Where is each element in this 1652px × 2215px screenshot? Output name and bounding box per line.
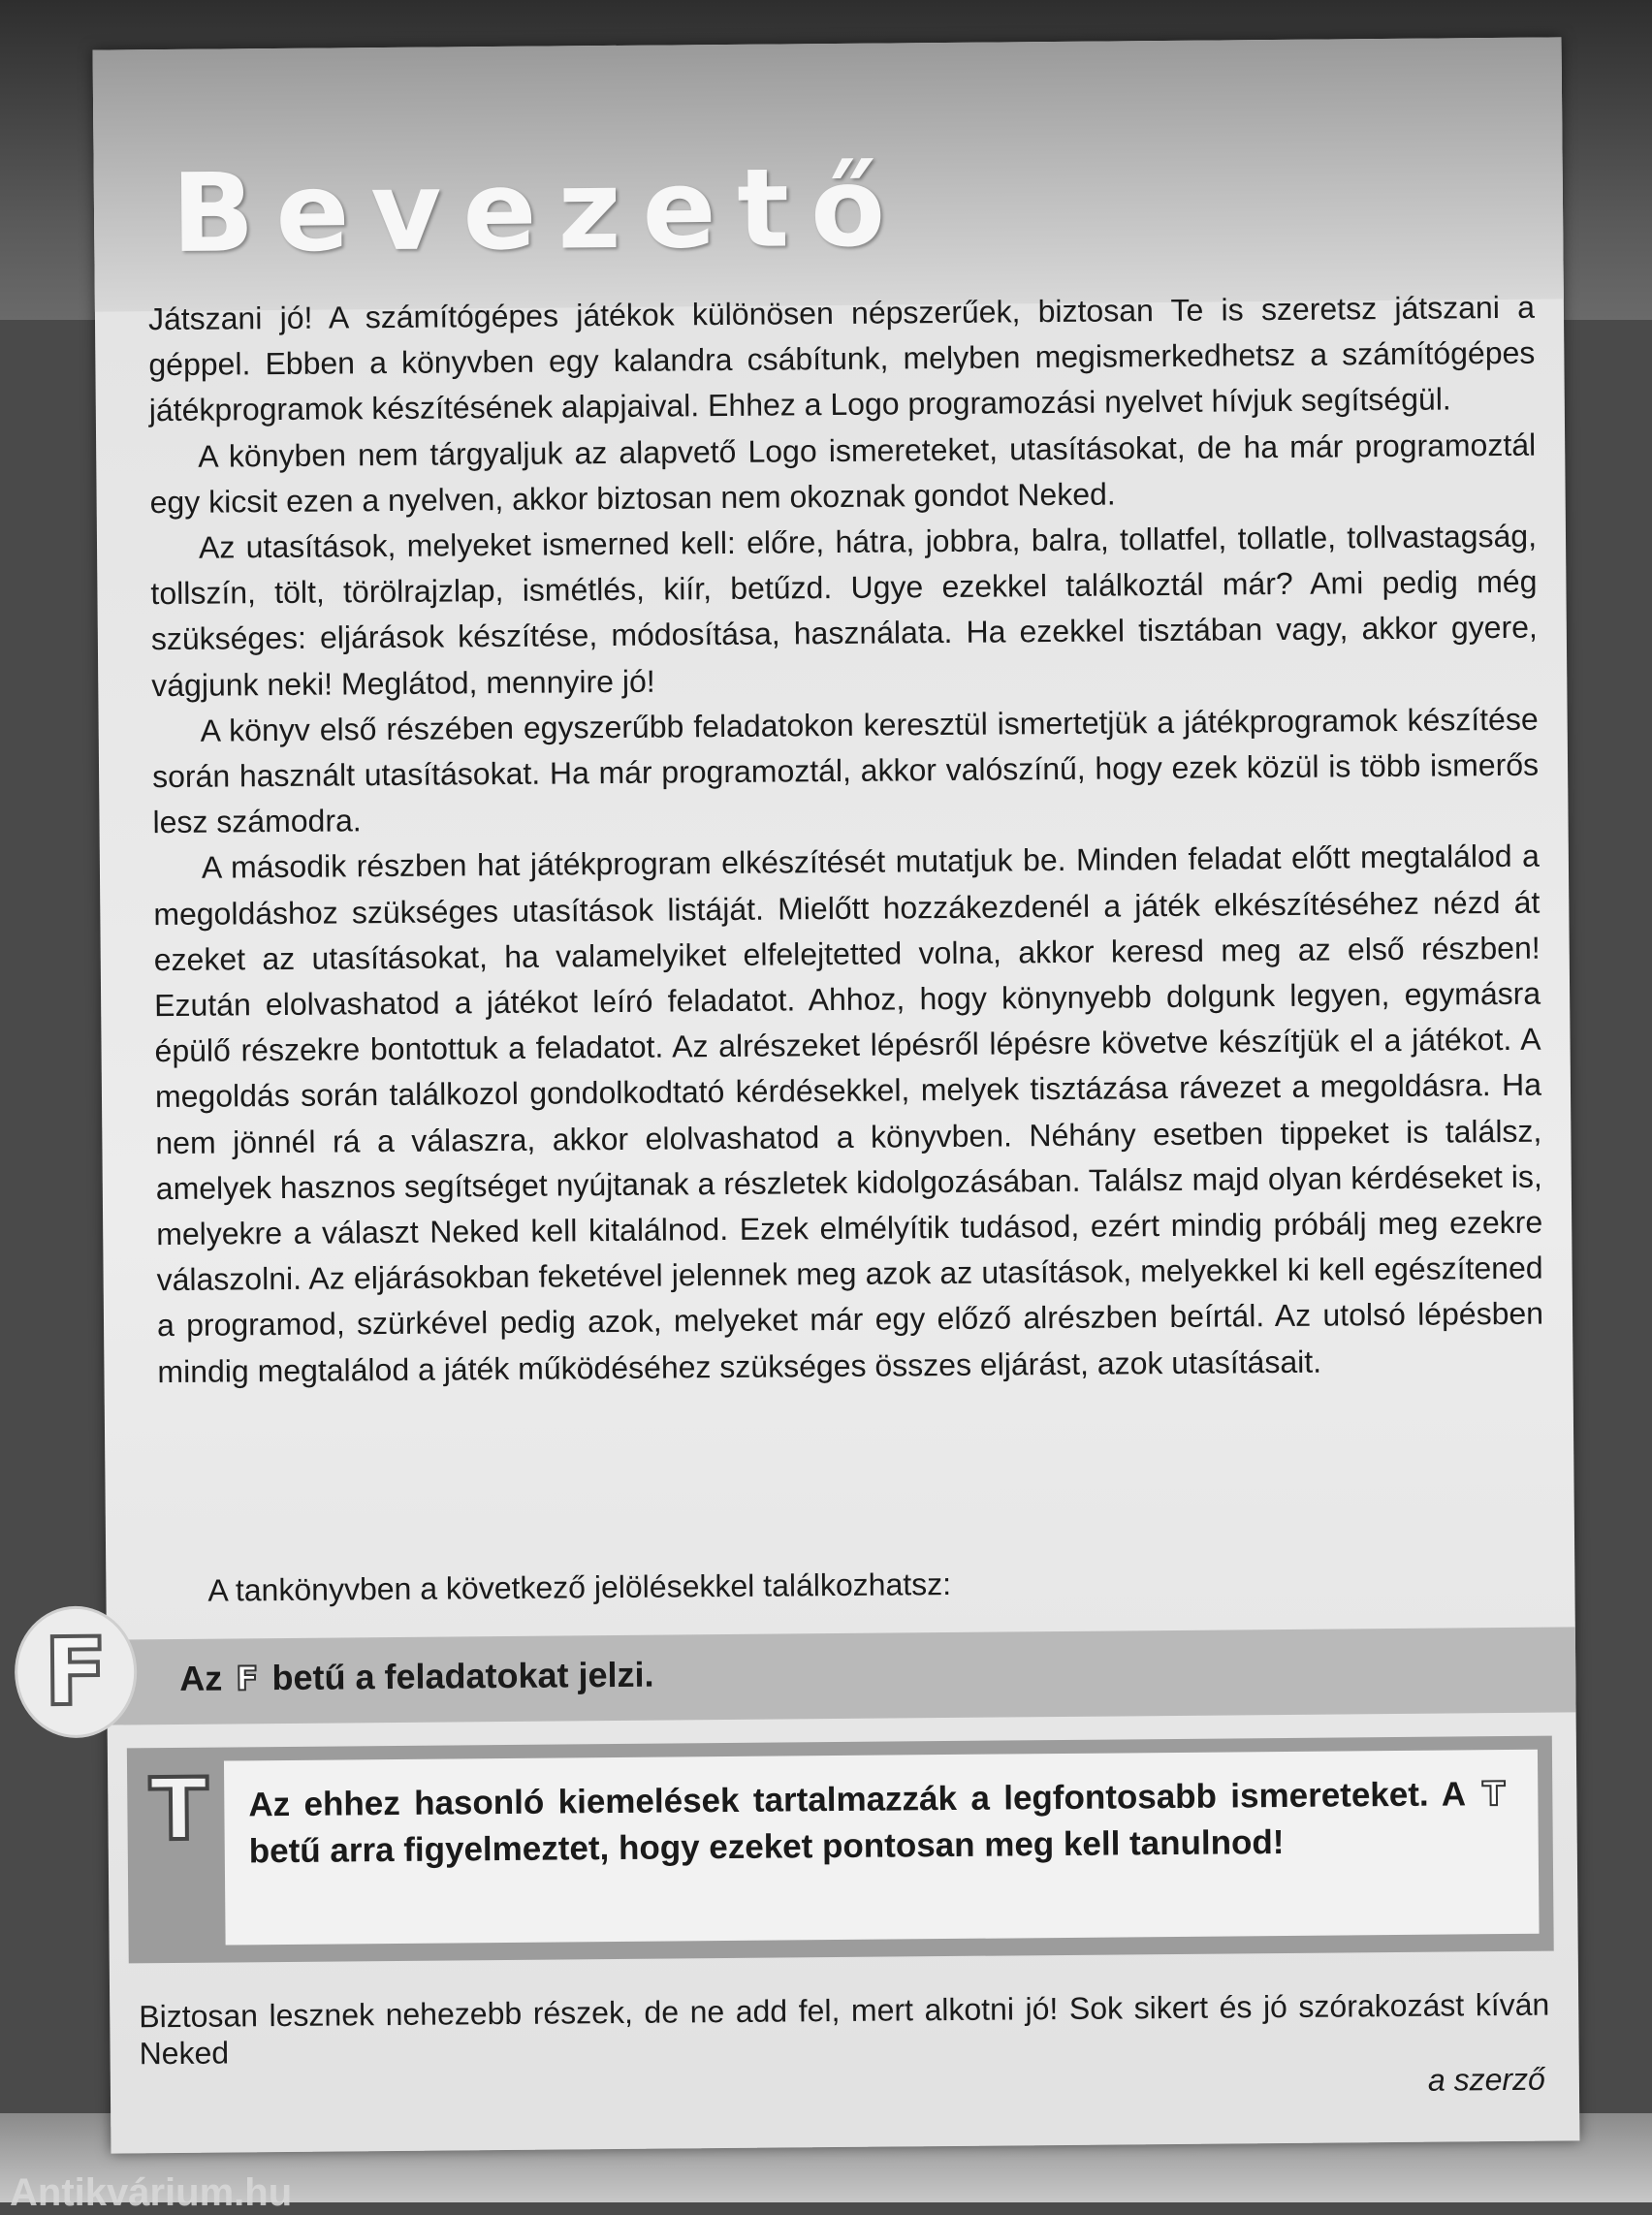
- book-page: [43, 37, 1580, 2153]
- closing-paragraph: Biztosan lesznek nehezebb részek, de ne add fel, mert alkotni jó! Sok sikert és jó szórakozást kíván Neked: [139, 1986, 1550, 2072]
- intro-body: [148, 285, 1544, 1395]
- page-title: Bevezető: [171, 144, 907, 277]
- legend-intro: A tankönyvben a következő jelölésekkel találkozhatsz:: [207, 1566, 952, 1608]
- paragraph: A második részben hat játékprogram elkészítését mutatjuk be. Minden feladat előtt megtalálod a megoldáshoz szükséges utasítások listáját. Mielőtt hozzákezdenél a játék elkészítéséhez nézd át ezeket az utasításokat, ha valamelyiket elfelejtetted volna, akkor keresd meg az első részben! Ezután elolvashatod a játékot leíró feladatot. Ahhoz, hogy könynyebb dolgunk legyen, egymásra épülő részekre bontottuk a feladatot. Az alrészeket lépésről lépésre követve készítjük el a játékot. A megoldás során találkozol gondolkodtató kérdésekkel, melyek tisztázása rávezet a megoldásra. Ha nem jönnél rá a válaszra, akkor elolvashatod a könyvben. Néhány esetben tippeket is találsz, amelyek hasznos segítséget nyújtanak a részletek kidolgozásában. Találsz majd olyan kérdéseket is, melyekre a választ Neked kell kitalálnod. Ezek elmélyítik tudásod, ezért mindig próbálj meg ezekre válaszolni. Az eljárásokban feketével jelennek meg azok az utasítások, melyekkel ki kell egészítened a programod, szürkével pedig azok, melyeket már egy előző alrészben beírtál. Az utolsó lépésben mindig megtalálod a játék működéséhez szükséges összes eljárást, azok utasításait.: [153, 839, 1544, 1389]
- task-f-icon: [15, 1605, 138, 1738]
- watermark: Antikvárium.hu: [10, 2171, 293, 2214]
- key-knowledge-text-after: betű arra figyelmeztet, hogy ezeket pontosan meg kell tanulnod!: [248, 1822, 1285, 1871]
- key-knowledge-panel: [224, 1750, 1540, 1946]
- task-marker-text: [179, 1655, 654, 1699]
- key-knowledge-text: [248, 1771, 1509, 1875]
- key-knowledge-box: [127, 1736, 1554, 1964]
- paragraph: A könyben nem tárgyaljuk az alapvető Logo ismereteket, utasításokat, de ha már programoztál egy kicsit ezen a nyelven, akkor biztosan nem okoznak gondot Neked.: [149, 427, 1537, 520]
- author-signature: a szerző: [1427, 2061, 1546, 2098]
- inline-t-icon: T: [1481, 1775, 1506, 1815]
- task-marker-text-after: betű a feladatokat jelzi.: [271, 1654, 654, 1698]
- knowledge-t-icon: [144, 1758, 213, 1859]
- paragraph: A könyv első részében egyszerűbb feladatokon keresztül ismertetjük a játékprogramok készítése során használt utasításokat. Ha már programoztál, akkor valószínű, hogy ezek közül is több ismerős lesz számodra.: [151, 701, 1540, 840]
- task-marker-text-before: Az: [179, 1658, 223, 1698]
- inline-f-icon: F: [236, 1660, 259, 1699]
- knowledge-t-letter: T: [148, 1758, 208, 1859]
- key-knowledge-text-before: Az ehhez hasonló kiemelések tartalmazzák a legfontosabb ismereteket. A: [248, 1775, 1465, 1824]
- paragraph: Játszani jó! A számítógépes játékok különösen népszerűek, biztosan Te is szeretsz játszani a géppel. Ebben a könyvben egy kalandra csábítunk, melyben megismerkedhetsz a számítógépes játékprogramok készítésének alapjaival. Ehhez a Logo programozási nyelvet hívjuk segítségül.: [147, 289, 1536, 428]
- task-f-letter: F: [43, 1617, 109, 1727]
- paragraph: Az utasítások, melyeket ismerned kell: előre, hátra, jobbra, balra, tollatfel, tollatle, tollvastagság, tollszín, tölt, törölrajzlap, ismétlés, kiír, betűzd. Ugye ezekkel találkoztál már? Ami pedig még szükséges: eljárások készítése, módosítása, használata. Ha ezekkel tisztában vagy, akkor gyere, vágjunk neki! Meglátod, mennyire jó!: [150, 518, 1538, 703]
